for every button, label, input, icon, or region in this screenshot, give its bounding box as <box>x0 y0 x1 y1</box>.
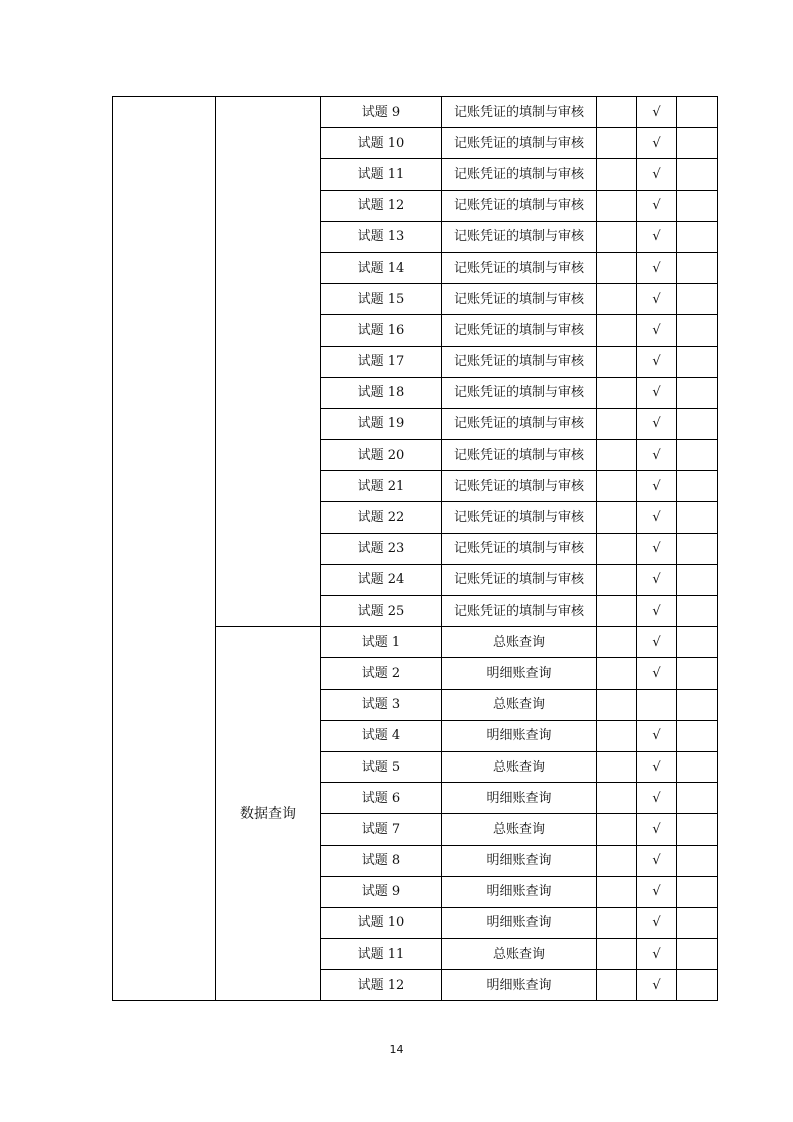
blank-cell <box>597 377 637 408</box>
item-cell: 试题 19 <box>321 408 442 439</box>
content-cell: 记账凭证的填制与审核 <box>442 377 597 408</box>
check-cell: √ <box>637 346 677 377</box>
check-cell: √ <box>637 471 677 502</box>
blank-cell <box>597 159 637 190</box>
content-cell: 明细账查询 <box>442 845 597 876</box>
item-cell: 试题 16 <box>321 315 442 346</box>
blank-cell <box>677 408 718 439</box>
blank-cell <box>677 190 718 221</box>
check-cell: √ <box>637 970 677 1001</box>
blank-cell <box>597 814 637 845</box>
content-cell: 记账凭证的填制与审核 <box>442 533 597 564</box>
item-cell: 试题 9 <box>321 876 442 907</box>
content-cell: 记账凭证的填制与审核 <box>442 596 597 627</box>
item-cell: 试题 10 <box>321 907 442 938</box>
item-cell: 试题 4 <box>321 720 442 751</box>
content-cell: 总账查询 <box>442 814 597 845</box>
item-cell: 试题 5 <box>321 751 442 782</box>
blank-cell <box>677 939 718 970</box>
blank-cell <box>677 128 718 159</box>
check-cell: √ <box>637 440 677 471</box>
blank-cell <box>677 533 718 564</box>
item-cell: 试题 10 <box>321 128 442 159</box>
blank-cell <box>597 284 637 315</box>
check-cell: √ <box>637 97 677 128</box>
blank-cell <box>597 564 637 595</box>
content-cell: 记账凭证的填制与审核 <box>442 502 597 533</box>
content-cell: 记账凭证的填制与审核 <box>442 221 597 252</box>
blank-cell <box>597 907 637 938</box>
item-cell: 试题 20 <box>321 440 442 471</box>
item-cell: 试题 18 <box>321 377 442 408</box>
check-cell: √ <box>637 221 677 252</box>
check-cell <box>637 689 677 720</box>
item-cell: 试题 8 <box>321 845 442 876</box>
blank-cell <box>677 720 718 751</box>
check-cell: √ <box>637 377 677 408</box>
content-cell: 记账凭证的填制与审核 <box>442 471 597 502</box>
check-cell: √ <box>637 907 677 938</box>
content-cell: 总账查询 <box>442 627 597 658</box>
item-cell: 试题 23 <box>321 533 442 564</box>
blank-cell <box>677 627 718 658</box>
blank-cell <box>597 658 637 689</box>
item-cell: 试题 11 <box>321 939 442 970</box>
content-cell: 记账凭证的填制与审核 <box>442 346 597 377</box>
blank-cell <box>597 720 637 751</box>
blank-cell <box>597 97 637 128</box>
check-cell: √ <box>637 502 677 533</box>
item-cell: 试题 17 <box>321 346 442 377</box>
check-cell: √ <box>637 533 677 564</box>
blank-cell <box>677 315 718 346</box>
content-cell: 明细账查询 <box>442 783 597 814</box>
check-cell: √ <box>637 627 677 658</box>
content-cell: 总账查询 <box>442 939 597 970</box>
blank-cell <box>677 970 718 1001</box>
content-cell: 记账凭证的填制与审核 <box>442 159 597 190</box>
item-cell: 试题 12 <box>321 190 442 221</box>
blank-cell <box>677 564 718 595</box>
content-cell: 总账查询 <box>442 689 597 720</box>
check-cell: √ <box>637 159 677 190</box>
blank-cell <box>597 970 637 1001</box>
check-cell: √ <box>637 190 677 221</box>
content-cell: 记账凭证的填制与审核 <box>442 252 597 283</box>
blank-cell <box>677 907 718 938</box>
blank-cell <box>677 471 718 502</box>
item-cell: 试题 22 <box>321 502 442 533</box>
check-cell: √ <box>637 814 677 845</box>
page-number: 14 <box>389 1043 404 1056</box>
check-cell: √ <box>637 876 677 907</box>
blank-cell <box>597 346 637 377</box>
check-cell: √ <box>637 315 677 346</box>
blank-cell <box>677 252 718 283</box>
check-cell: √ <box>637 720 677 751</box>
blank-cell <box>677 814 718 845</box>
blank-cell <box>597 221 637 252</box>
blank-cell <box>677 751 718 782</box>
blank-cell <box>597 876 637 907</box>
section-cell: 数据查询 <box>216 627 321 1001</box>
content-cell: 明细账查询 <box>442 658 597 689</box>
check-cell: √ <box>637 596 677 627</box>
blank-cell <box>597 751 637 782</box>
content-cell: 记账凭证的填制与审核 <box>442 190 597 221</box>
item-cell: 试题 12 <box>321 970 442 1001</box>
blank-cell <box>597 252 637 283</box>
check-cell: √ <box>637 252 677 283</box>
item-cell: 试题 13 <box>321 221 442 252</box>
blank-cell <box>677 783 718 814</box>
item-cell: 试题 11 <box>321 159 442 190</box>
check-cell: √ <box>637 783 677 814</box>
blank-cell <box>597 845 637 876</box>
item-cell: 试题 14 <box>321 252 442 283</box>
section-cell <box>216 97 321 627</box>
content-cell: 明细账查询 <box>442 876 597 907</box>
content-cell: 记账凭证的填制与审核 <box>442 97 597 128</box>
blank-cell <box>677 658 718 689</box>
item-cell: 试题 3 <box>321 689 442 720</box>
blank-cell <box>677 689 718 720</box>
blank-cell <box>597 689 637 720</box>
exam-table <box>112 96 718 1001</box>
blank-cell <box>597 471 637 502</box>
blank-cell <box>677 284 718 315</box>
content-cell: 记账凭证的填制与审核 <box>442 440 597 471</box>
check-cell: √ <box>637 845 677 876</box>
blank-cell <box>597 939 637 970</box>
check-cell: √ <box>637 751 677 782</box>
blank-cell <box>677 502 718 533</box>
blank-cell <box>597 315 637 346</box>
item-cell: 试题 7 <box>321 814 442 845</box>
blank-cell <box>677 377 718 408</box>
blank-cell <box>597 190 637 221</box>
blank-cell <box>677 221 718 252</box>
blank-cell <box>597 627 637 658</box>
blank-cell <box>597 783 637 814</box>
item-cell: 试题 15 <box>321 284 442 315</box>
blank-cell <box>597 128 637 159</box>
blank-cell <box>597 440 637 471</box>
content-cell: 明细账查询 <box>442 720 597 751</box>
blank-cell <box>677 596 718 627</box>
blank-cell <box>677 97 718 128</box>
item-cell: 试题 2 <box>321 658 442 689</box>
blank-cell <box>597 533 637 564</box>
content-cell: 记账凭证的填制与审核 <box>442 408 597 439</box>
item-cell: 试题 6 <box>321 783 442 814</box>
content-cell: 记账凭证的填制与审核 <box>442 284 597 315</box>
blank-cell <box>597 596 637 627</box>
item-cell: 试题 21 <box>321 471 442 502</box>
check-cell: √ <box>637 564 677 595</box>
blank-cell <box>677 159 718 190</box>
category-cell <box>113 97 216 1001</box>
check-cell: √ <box>637 658 677 689</box>
check-cell: √ <box>637 128 677 159</box>
item-cell: 试题 25 <box>321 596 442 627</box>
blank-cell <box>597 502 637 533</box>
content-cell: 记账凭证的填制与审核 <box>442 315 597 346</box>
blank-cell <box>677 440 718 471</box>
blank-cell <box>677 845 718 876</box>
blank-cell <box>677 876 718 907</box>
content-cell: 记账凭证的填制与审核 <box>442 564 597 595</box>
check-cell: √ <box>637 284 677 315</box>
blank-cell <box>677 346 718 377</box>
content-cell: 明细账查询 <box>442 970 597 1001</box>
content-cell: 总账查询 <box>442 751 597 782</box>
check-cell: √ <box>637 939 677 970</box>
check-cell: √ <box>637 408 677 439</box>
item-cell: 试题 9 <box>321 97 442 128</box>
item-cell: 试题 1 <box>321 627 442 658</box>
content-cell: 记账凭证的填制与审核 <box>442 128 597 159</box>
item-cell: 试题 24 <box>321 564 442 595</box>
table-row <box>113 97 718 128</box>
blank-cell <box>597 408 637 439</box>
content-cell: 明细账查询 <box>442 907 597 938</box>
